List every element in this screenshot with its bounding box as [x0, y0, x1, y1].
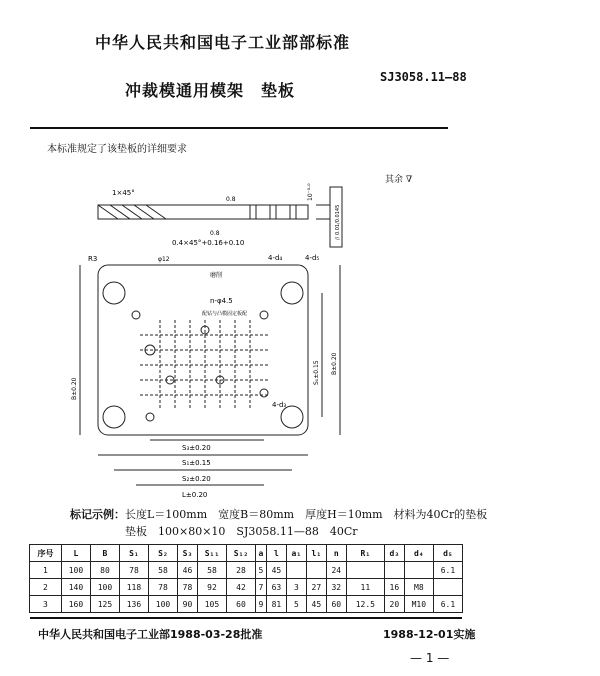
effective-date: 1988-12-01实施 — [383, 628, 476, 641]
org-title: 中华人民共和国电子工业部部标准 — [95, 33, 351, 52]
table-row — [30, 562, 463, 579]
intro-text: 本标准规定了该垫板的详细要求 — [47, 144, 187, 155]
table-header-cell: l — [266, 545, 286, 562]
table-header-cell: d₃ — [384, 545, 404, 562]
table-header-cell: R₁ — [346, 545, 384, 562]
table-cell: 60 — [226, 596, 255, 613]
marking-code: 垫板 100×80×10 SJ3058.11—88 40Cr — [125, 525, 358, 538]
table-cell: 160 — [61, 596, 90, 613]
l-dimension: L±0.20 — [182, 491, 208, 499]
holes-label: n-φ4.5 — [210, 297, 233, 305]
table-cell: 92 — [197, 579, 226, 596]
footer-divider — [30, 617, 462, 619]
table-cell: 5 — [255, 562, 266, 579]
d4-label: 4-d₄ — [268, 254, 283, 262]
small-hole — [260, 389, 268, 397]
holes-note: 配钻与凸模固定板配 — [202, 311, 248, 317]
corner-hole — [103, 282, 125, 304]
flatness-label: // 0.01/0.0145 — [335, 204, 341, 240]
radius-label: R3 — [88, 255, 98, 263]
table-header-cell: S₃ — [177, 545, 197, 562]
marking-example: 标记示例：长度L＝100mm 宽度B＝80mm 厚度H＝10mm 材料为40Cr的垫板 — [70, 508, 488, 521]
table-cell — [306, 562, 326, 579]
table-cell: 78 — [148, 579, 177, 596]
table-cell: 45 — [266, 562, 286, 579]
small-hole — [132, 311, 140, 319]
small-hole — [260, 311, 268, 319]
table-cell: 9 — [255, 596, 266, 613]
table-header-cell: S₁₂ — [226, 545, 255, 562]
table-cell: M8 — [404, 579, 433, 596]
table-cell — [286, 562, 306, 579]
table-cell: 78 — [119, 562, 148, 579]
table-cell: 12.5 — [346, 596, 384, 613]
table-cell: 24 — [326, 562, 346, 579]
table-cell: 28 — [226, 562, 255, 579]
table-cell: 81 — [266, 596, 286, 613]
table-cell: 78 — [177, 579, 197, 596]
small-hole — [146, 413, 154, 421]
grind-label: 磨削 — [210, 272, 223, 279]
table-cell: 11 — [346, 579, 384, 596]
table-row — [30, 579, 463, 596]
table-cell: 6.1 — [433, 596, 462, 613]
approval-note: 中华人民共和国电子工业部1988-03-28批准 — [38, 628, 263, 641]
phi-label: φ12 — [158, 256, 170, 263]
d3-label: 4-d₃ — [272, 401, 287, 409]
top-dimension: 0.4×45°+0.16+0.10 — [172, 239, 245, 247]
pad-plate-drawing — [60, 165, 380, 505]
s1-bottom-dimension: S₁±0.15 — [182, 459, 211, 467]
table-cell: 100 — [90, 579, 119, 596]
table-cell: 6.1 — [433, 562, 462, 579]
table-cell: 125 — [90, 596, 119, 613]
s2-bottom-dimension: S₂±0.20 — [182, 475, 211, 483]
table-header-cell: n — [326, 545, 346, 562]
hatch — [98, 205, 118, 219]
table-cell: 3 — [30, 596, 62, 613]
table-cell: 16 — [384, 579, 404, 596]
table-cell: 90 — [177, 596, 197, 613]
corner-hole — [103, 406, 125, 428]
table-header-cell: B — [90, 545, 119, 562]
table-header-row — [30, 545, 463, 562]
table-cell: 27 — [306, 579, 326, 596]
table-cell: 118 — [119, 579, 148, 596]
table-cell: 2 — [30, 579, 62, 596]
corner-hole — [281, 406, 303, 428]
table-header-cell: d₅ — [433, 545, 462, 562]
table-cell — [384, 562, 404, 579]
table-cell — [346, 562, 384, 579]
table-cell: 60 — [326, 596, 346, 613]
table-cell: 42 — [226, 579, 255, 596]
table-cell — [404, 562, 433, 579]
table-cell: 32 — [326, 579, 346, 596]
ra-mid-label: 0.8 — [210, 230, 220, 237]
left-dimension: B±0.20 — [71, 377, 78, 400]
table-cell: 58 — [148, 562, 177, 579]
table-header-cell: l₁ — [306, 545, 326, 562]
table-header-cell: d₄ — [404, 545, 433, 562]
document-title: 冲裁模通用模架 垫板 — [125, 81, 296, 100]
d5-label: 4-d₅ — [305, 254, 320, 262]
table-header-cell: a₁ — [286, 545, 306, 562]
page-number: — 1 — — [410, 651, 450, 665]
table-cell: M10 — [404, 596, 433, 613]
table-row — [30, 596, 463, 613]
table-cell: 140 — [61, 579, 90, 596]
table-cell: 80 — [90, 562, 119, 579]
standard-code: SJ3058.11—88 — [380, 70, 467, 84]
roughness-note: 其余 ∇ — [385, 175, 413, 185]
table-cell: 5 — [286, 596, 306, 613]
dimension-table — [29, 544, 463, 613]
corner-hole — [281, 282, 303, 304]
table-cell: 1 — [30, 562, 62, 579]
table-cell: 63 — [266, 579, 286, 596]
table-cell — [433, 579, 462, 596]
s3-dimension: S₃±0.20 — [182, 444, 211, 452]
b-dimension: B±0.20 — [331, 352, 338, 375]
chamfer-label: 1×45° — [112, 189, 135, 197]
table-cell: 100 — [61, 562, 90, 579]
table-header-cell: 序号 — [30, 545, 62, 562]
table-header-cell: a — [255, 545, 266, 562]
table-header-cell: L — [61, 545, 90, 562]
table-header-cell: S₂ — [148, 545, 177, 562]
table-header-cell: S₁ — [119, 545, 148, 562]
table-cell: 3 — [286, 579, 306, 596]
table-cell: 105 — [197, 596, 226, 613]
height-tolerance: 10⁻⁰·⁰ — [307, 183, 314, 201]
table-cell: 136 — [119, 596, 148, 613]
table-cell: 20 — [384, 596, 404, 613]
s1-dimension: S₁±0.15 — [313, 360, 320, 385]
table-cell: 46 — [177, 562, 197, 579]
table-header-cell: S₁₁ — [197, 545, 226, 562]
ra-top-label: 0.8 — [226, 196, 236, 203]
table-cell: 45 — [306, 596, 326, 613]
table-cell: 7 — [255, 579, 266, 596]
table-cell: 58 — [197, 562, 226, 579]
header-divider — [30, 127, 448, 129]
table-cell: 100 — [148, 596, 177, 613]
